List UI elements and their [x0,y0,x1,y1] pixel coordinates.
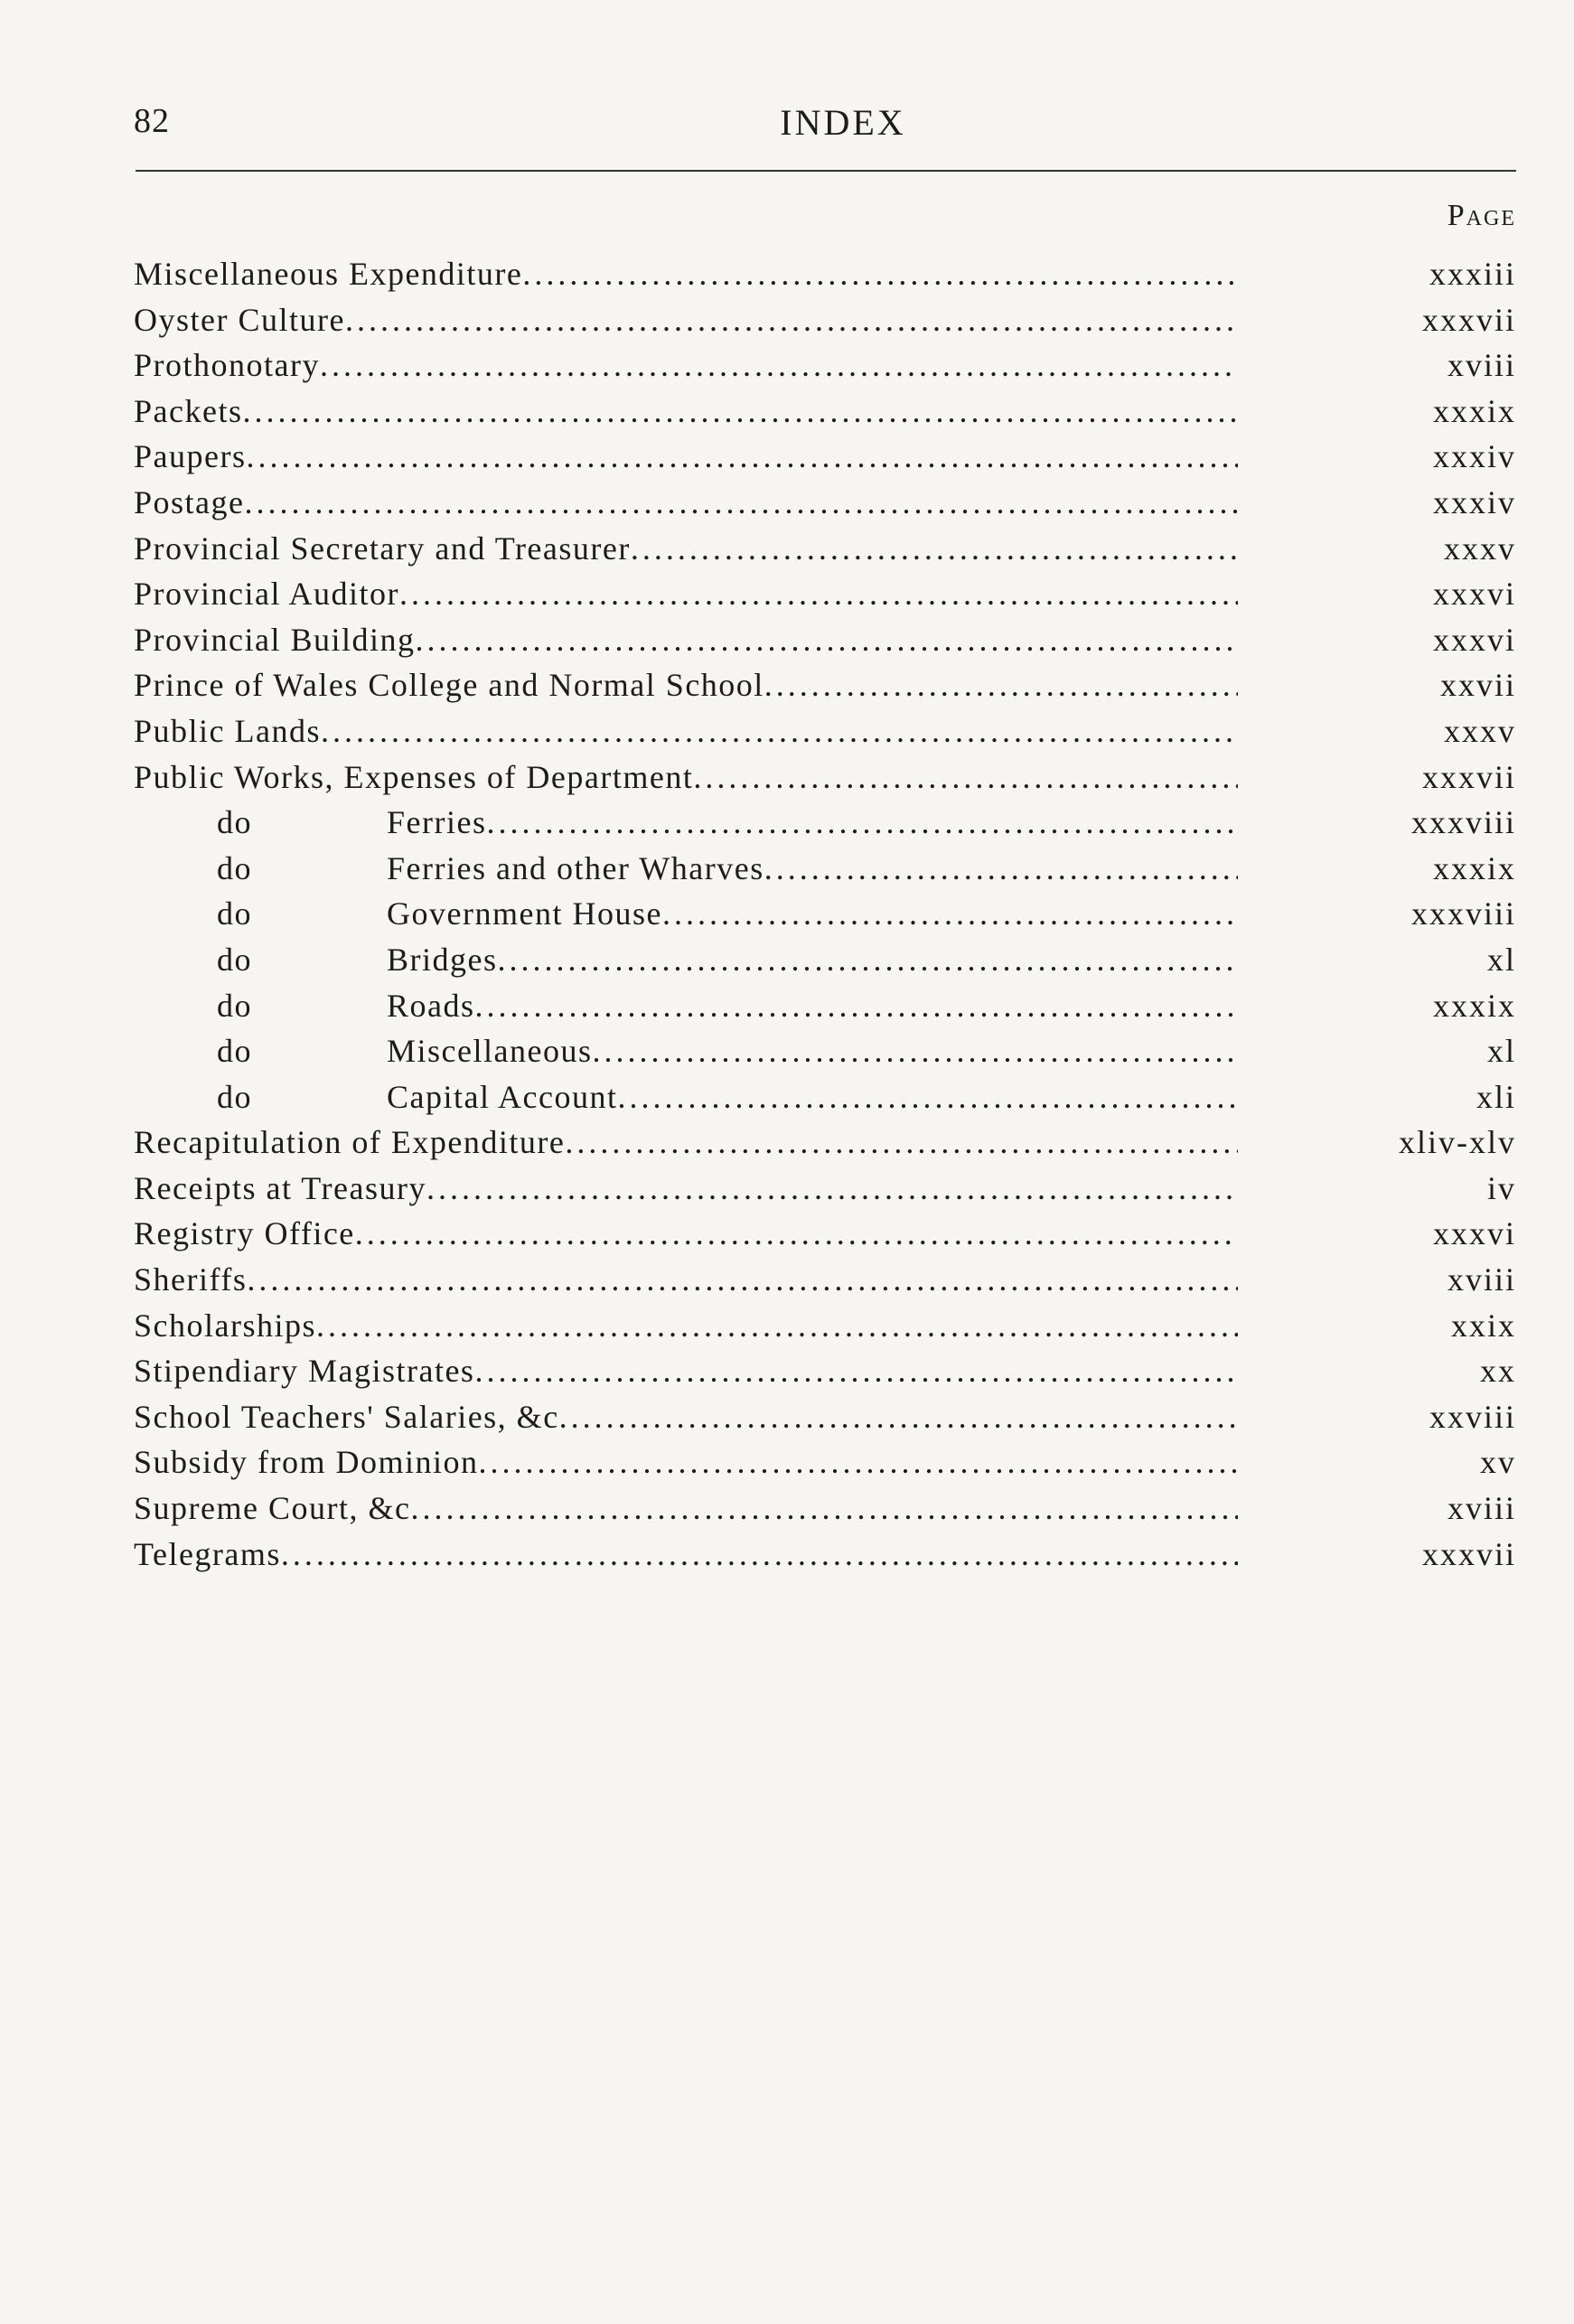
index-entry [134,434,1516,480]
entry-label-line [134,526,1238,571]
entry-label-line [134,571,1238,616]
index-entry [134,1166,1516,1212]
index-entry [134,1532,1516,1578]
entry-label-line [134,708,1238,754]
entry-label: Public Works, Expenses of Department [134,758,694,795]
index-entry [134,1348,1516,1394]
entry-page-ref: xxxv [1444,529,1516,567]
entry-label: Ferries [387,804,487,841]
entry-page-ref: xxxix [1432,392,1516,429]
leader-dots [592,1033,1238,1069]
entry-page-ref: xxxviii [1410,895,1516,932]
index-entry [134,617,1516,663]
ditto-mark: do [217,849,252,886]
entry-label: Miscellaneous [387,1033,593,1070]
leader-dots [416,622,1239,658]
entry-label: Miscellaneous Expenditure [134,256,523,292]
entry-label-line [134,1257,1238,1302]
ditto-mark: do [217,987,252,1024]
leader-dots [355,1215,1238,1251]
ditto-mark: do [217,941,252,978]
entry-label-line [217,1028,1238,1073]
index-entry [134,480,1516,526]
entry-label-line [134,662,1238,708]
entry-label: Public Lands [134,712,321,749]
entry-label: Subsidy from Dominion [134,1444,479,1481]
leader-dots [498,942,1239,978]
entry-page-ref: xxxvi [1432,1215,1516,1252]
index-list [134,251,1516,1577]
entry-label-line [134,297,1238,342]
leader-dots [247,1261,1238,1298]
entry-page-ref: xli [1476,1078,1516,1115]
entry-page-ref: xviii [1447,1490,1516,1527]
leader-dots [479,1444,1238,1480]
leader-dots [693,759,1238,795]
leader-dots [565,1124,1238,1160]
leader-dots [475,988,1239,1024]
entry-page-ref: xx [1480,1353,1516,1390]
entry-label: Stipendiary Magistrates [134,1353,475,1390]
ditto-mark: do [217,804,252,841]
index-entry [134,1303,1516,1349]
entry-label-line [134,1211,1238,1256]
index-entry [134,251,1516,297]
leader-dots [316,1307,1238,1344]
index-entry [134,342,1516,389]
entry-label: Scholarships [134,1307,316,1344]
page-column-heading: Page [1447,199,1516,232]
entry-label: Roads [387,987,475,1024]
entry-label: Prothonotary [134,347,320,384]
entry-label-line [134,1120,1238,1165]
entry-page-ref: xxxiii [1429,256,1516,292]
leader-dots [764,667,1238,703]
entry-page-ref: xxxix [1432,849,1516,886]
index-entry [134,708,1516,754]
entry-page-ref: xl [1486,1033,1516,1070]
entry-label-line [134,1348,1238,1393]
index-entry [134,526,1516,572]
index-entry [134,297,1516,343]
entry-label: Postage [134,483,245,520]
entry-label: Capital Account [387,1078,618,1115]
entry-page-ref: xxxvi [1432,576,1516,613]
index-entry [134,1028,1516,1074]
index-entry [134,662,1516,708]
index-entry [134,1120,1516,1166]
leader-dots [486,804,1238,840]
index-entry [134,800,1516,846]
entry-label-line [134,389,1238,434]
entry-label-line [134,342,1238,388]
index-entry [134,891,1516,937]
entry-label-line [134,1394,1238,1439]
entry-page-ref: xxxvi [1432,621,1516,658]
leader-dots [281,1536,1238,1572]
leader-dots [662,895,1238,932]
entry-page-ref: iv [1486,1169,1516,1206]
leader-dots [764,850,1238,886]
entry-label-line [217,846,1238,891]
index-entry [134,389,1516,435]
leader-dots [345,302,1238,338]
entry-label-line [134,480,1238,525]
entry-label: Receipts at Treasury [134,1169,426,1206]
entry-page-ref: xv [1480,1444,1516,1481]
leader-dots [399,576,1238,612]
entry-label: Provincial Secretary and Treasurer [134,529,631,567]
ditto-mark: do [217,1033,252,1070]
entry-label: Supreme Court, &c [134,1490,411,1527]
entry-label-line [134,617,1238,662]
entry-label: Oyster Culture [134,301,345,338]
leader-dots [474,1353,1238,1389]
entry-page-ref: xviii [1447,1261,1516,1298]
header-rule [136,170,1516,172]
entry-label-line [217,891,1238,936]
index-entry [134,1257,1516,1303]
entry-page-ref: xxxvii [1421,758,1516,795]
entry-page-ref: xxxiv [1432,438,1516,475]
page-number: 82 [134,102,170,140]
entry-label-line [134,1166,1238,1211]
entry-label: Telegrams [134,1535,281,1572]
entry-page-ref: xxxv [1444,712,1516,749]
leader-dots [410,1490,1238,1526]
entry-page-ref: xxvii [1439,667,1516,704]
index-entry [134,1485,1516,1532]
entry-label-line [134,754,1238,800]
leader-dots [245,484,1239,520]
entry-page-ref: xl [1486,941,1516,978]
leader-dots [246,438,1238,474]
entry-label: Ferries and other Wharves [387,849,764,886]
ditto-mark: do [217,1078,252,1115]
entry-label: Prince of Wales College and Normal School [134,667,764,704]
entry-label-line [134,1439,1238,1485]
entry-label-line [134,1485,1238,1531]
page-title: INDEX [780,102,906,143]
leader-dots [321,713,1238,749]
entry-label: Registry Office [134,1215,355,1252]
leader-dots [617,1079,1238,1115]
entry-label: Provincial Auditor [134,576,399,613]
leader-dots [559,1399,1238,1435]
index-entry [134,846,1516,892]
entry-label-line [217,983,1238,1028]
index-entry [134,983,1516,1029]
index-entry [134,937,1516,983]
entry-label-line [134,434,1238,479]
entry-page-ref: xxxvii [1421,1535,1516,1572]
ditto-mark: do [217,895,252,932]
entry-label: Paupers [134,438,247,475]
leader-dots [426,1170,1238,1206]
entry-label-line [134,1303,1238,1348]
entry-page-ref: xviii [1447,347,1516,384]
entry-page-ref: xxxvii [1421,301,1516,338]
index-entry [134,754,1516,801]
entry-label: Government House [387,895,662,932]
entry-label-line [134,1532,1238,1577]
entry-page-ref: xxxix [1432,987,1516,1024]
entry-label: Bridges [387,941,498,978]
leader-dots [631,530,1238,567]
entry-page-ref: xxxviii [1410,804,1516,841]
index-entry [134,1394,1516,1440]
index-entry [134,571,1516,617]
entry-page-ref: xxviii [1429,1398,1516,1435]
entry-label: School Teachers' Salaries, &c [134,1398,559,1435]
index-entry [134,1439,1516,1485]
entry-label-line [217,800,1238,845]
entry-label: Recapitulation of Expenditure [134,1124,566,1161]
page-header [134,101,1516,155]
entry-label: Provincial Building [134,621,416,658]
index-entry [134,1211,1516,1257]
index-entry [134,1074,1516,1120]
entry-label-line [134,251,1238,296]
entry-page-ref: xxxiv [1432,483,1516,520]
entry-label-line [217,937,1238,982]
entry-label-line [217,1074,1238,1120]
entry-page-ref: xliv-xlv [1399,1124,1516,1161]
leader-dots [320,347,1238,383]
leader-dots [522,256,1238,292]
entry-label: Packets [134,392,243,429]
entry-page-ref: xxix [1450,1307,1516,1344]
entry-label: Sheriffs [134,1261,248,1298]
leader-dots [242,393,1238,429]
